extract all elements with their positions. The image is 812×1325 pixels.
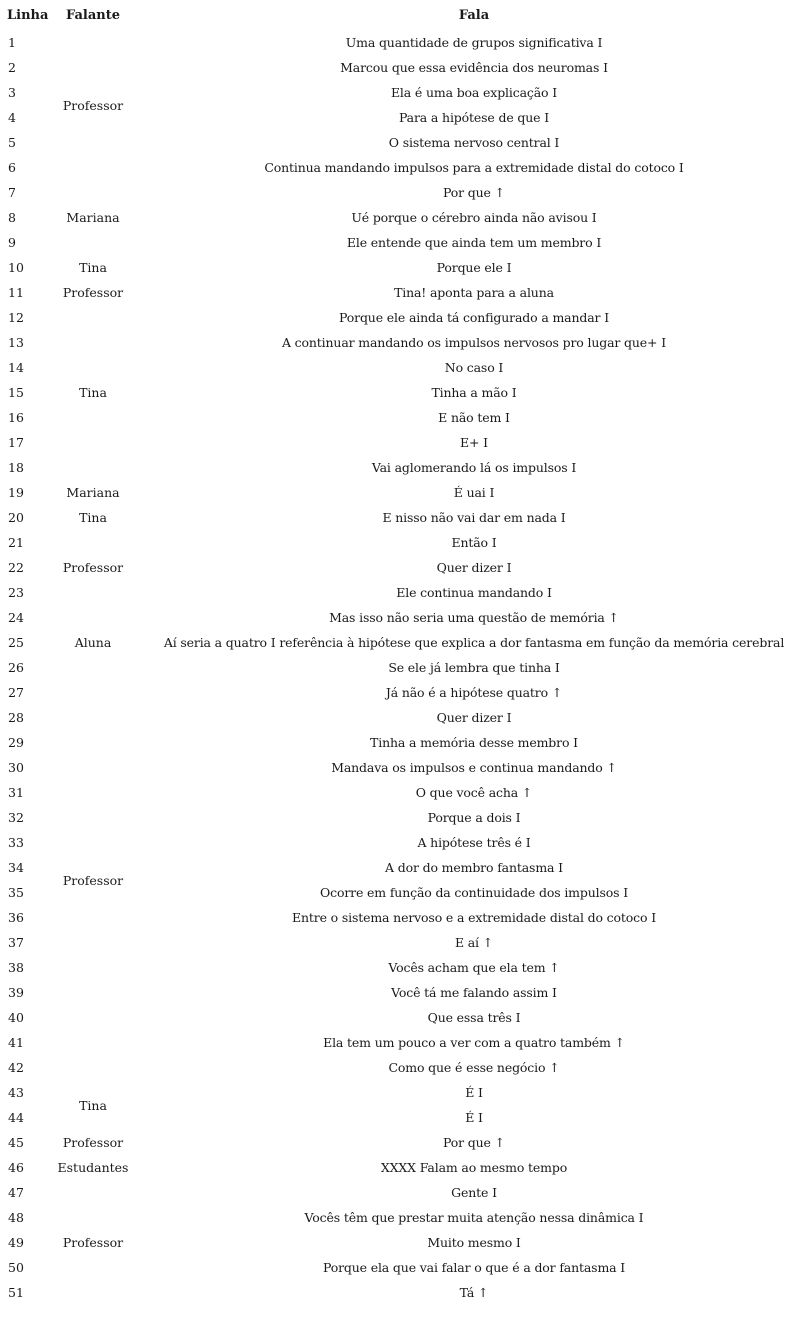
speech-cell: Ué porque o cérebro ainda não avisou I [351,210,597,225]
table-row [4,305,810,330]
line-number: 29 [8,735,24,750]
transcript-table [4,0,810,1305]
table-row [4,530,810,555]
line-number: 22 [8,560,24,575]
speech-cell: Tina! aponta para a aluna [394,285,554,300]
line-number: 5 [8,135,16,150]
speech-cell: Marcou que essa evidência dos neuromas I [340,60,608,75]
speech-cell: Quer dizer I [436,710,512,725]
speech-cell: Então I [451,535,497,550]
line-number: 41 [8,1035,24,1050]
speech-cell: E aí ↑ [454,935,494,950]
speech-cell: Ele entende que ainda tem um membro I [346,235,602,250]
speaker-cell: Estudantes [57,1160,129,1175]
line-number: 26 [8,660,24,675]
line-number: 4 [8,110,16,125]
speech-cell: É I [465,1085,483,1100]
line-number: 7 [8,185,16,200]
header-speaker: Falante [65,7,121,23]
speech-cell: Ocorre em função da continuidade dos impulsos I [320,885,628,900]
header-speech: Fala [458,7,490,23]
line-number: 40 [8,1010,24,1025]
line-number: 6 [8,160,16,175]
speaker-cell: Tina [79,1097,107,1113]
table-row [4,505,810,530]
speech-cell: Se ele já lembra que tinha I [388,660,560,675]
line-number: 19 [8,485,24,500]
speech-cell: E+ I [460,435,488,450]
line-number: 12 [8,310,24,325]
table-row [4,30,810,55]
speaker-cell: Professor [62,872,124,888]
line-number: 42 [8,1060,24,1075]
line-number: 14 [8,360,24,375]
speech-cell: O sistema nervoso central I [388,135,560,150]
speaker-cell: Tina [79,385,107,400]
speech-cell: Você tá me falando assim I [391,985,557,1000]
speech-cell: É I [465,1110,483,1125]
speech-cell: Quer dizer I [436,560,512,575]
speech-cell: E não tem I [438,410,510,425]
line-number: 36 [8,910,24,925]
line-number: 23 [8,585,24,600]
line-number: 10 [8,260,24,275]
table-row [4,255,810,280]
line-number: 43 [8,1085,24,1100]
line-number: 3 [8,85,16,100]
speech-cell: Que essa três I [427,1010,521,1025]
line-number: 51 [8,1285,24,1300]
speech-cell: Vocês acham que ela tem ↑ [388,960,560,975]
speech-cell: Entre o sistema nervoso e a extremidade distal do cotoco I [292,910,656,925]
speech-cell: Porque ela que vai falar o que é a dor fantasma I [322,1260,626,1275]
speech-cell: O que você acha ↑ [415,785,533,800]
table-row [4,1180,810,1205]
speech-cell: Aí seria a quatro I referência à hipótese que explica a dor fantasma em função da memória cerebral [163,635,785,650]
line-number: 13 [8,335,24,350]
speech-cell: A dor do membro fantasma I [385,860,563,875]
speech-cell: Já não é a hipótese quatro ↑ [385,685,563,700]
speaker-cell: Professor [62,285,124,300]
table-row [4,480,810,505]
speech-cell: Tinha a mão I [431,385,517,400]
speech-cell: Tinha a memória desse membro I [370,735,578,750]
line-number: 15 [8,385,24,400]
line-number: 21 [8,535,24,550]
speech-cell: Por que ↑ [443,1135,505,1150]
speech-cell: Para a hipótese de que I [398,110,550,125]
table-row [4,180,810,205]
speech-cell: Mandava os impulsos e continua mandando ↑ [331,760,617,775]
line-number: 46 [8,1160,24,1175]
speech-cell: No caso I [444,360,504,375]
line-number: 48 [8,1210,24,1225]
speech-cell: Porque a dois I [427,810,521,825]
line-number: 34 [8,860,24,875]
line-number: 18 [8,460,24,475]
speaker-cell: Professor [62,97,124,113]
line-number: 11 [8,285,24,300]
speaker-cell: Mariana [66,485,120,500]
table-row [4,1155,810,1180]
line-number: 50 [8,1260,24,1275]
speech-cell: Ela é uma boa explicação I [390,85,558,100]
speech-cell: Gente I [451,1185,497,1200]
speech-cell: Vai aglomerando lá os impulsos I [371,460,577,475]
speech-cell: E nisso não vai dar em nada I [382,510,566,525]
line-number: 44 [8,1110,24,1125]
speech-cell: Tá ↑ [459,1285,489,1300]
table-row [4,680,810,705]
speech-cell: Muito mesmo I [427,1235,521,1250]
speaker-cell: Mariana [66,210,120,225]
speaker-cell: Aluna [74,635,112,650]
speech-cell: É uai I [453,485,495,500]
line-number: 38 [8,960,24,975]
speaker-cell: Tina [79,260,107,275]
line-number: 16 [8,410,24,425]
speaker-cell: Professor [62,1235,124,1250]
line-number: 25 [8,635,24,650]
speech-cell: Porque ele I [436,260,512,275]
speech-cell: Porque ele ainda tá configurado a mandar I [339,310,609,325]
line-number: 27 [8,685,24,700]
speech-cell: A hipótese três é I [417,835,531,850]
speech-cell: A continuar mandando os impulsos nervosos pro lugar que+ I [281,335,666,350]
speech-cell: Mas isso não seria uma questão de memória ↑ [329,610,619,625]
table-row [4,605,810,630]
speech-cell: Ela tem um pouco a ver com a quatro também ↑ [323,1035,625,1050]
line-number: 9 [8,235,16,250]
line-number: 39 [8,985,24,1000]
line-number: 37 [8,935,24,950]
line-number: 17 [8,435,24,450]
header-row [4,0,810,30]
line-number: 33 [8,835,24,850]
speech-cell: Ele continua mandando I [396,585,552,600]
line-number: 31 [8,785,24,800]
line-number: 28 [8,710,24,725]
table-row [4,1130,810,1155]
speech-cell: Por que ↑ [443,185,505,200]
line-number: 1 [8,35,16,50]
speaker-cell: Professor [62,560,124,575]
line-number: 2 [8,60,16,75]
table-row [4,280,810,305]
speech-cell: Como que é esse negócio ↑ [388,1060,560,1075]
line-number: 47 [8,1185,24,1200]
line-number: 8 [8,210,16,225]
speaker-cell: Professor [62,1135,124,1150]
line-number: 35 [8,885,24,900]
header-line: Linha [7,7,49,23]
speech-cell: XXXX Falam ao mesmo tempo [380,1160,568,1175]
speaker-cell: Tina [79,510,107,525]
speech-cell: Vocês têm que prestar muita atenção nessa dinâmica I [304,1210,644,1225]
line-number: 20 [8,510,24,525]
speech-cell: Uma quantidade de grupos significativa I [345,35,603,50]
line-number: 32 [8,810,24,825]
table-row [4,1080,810,1105]
line-number: 24 [8,610,24,625]
line-number: 49 [8,1235,24,1250]
line-number: 30 [8,760,24,775]
speech-cell: Continua mandando impulsos para a extremidade distal do cotoco I [264,160,684,175]
line-number: 45 [8,1135,24,1150]
